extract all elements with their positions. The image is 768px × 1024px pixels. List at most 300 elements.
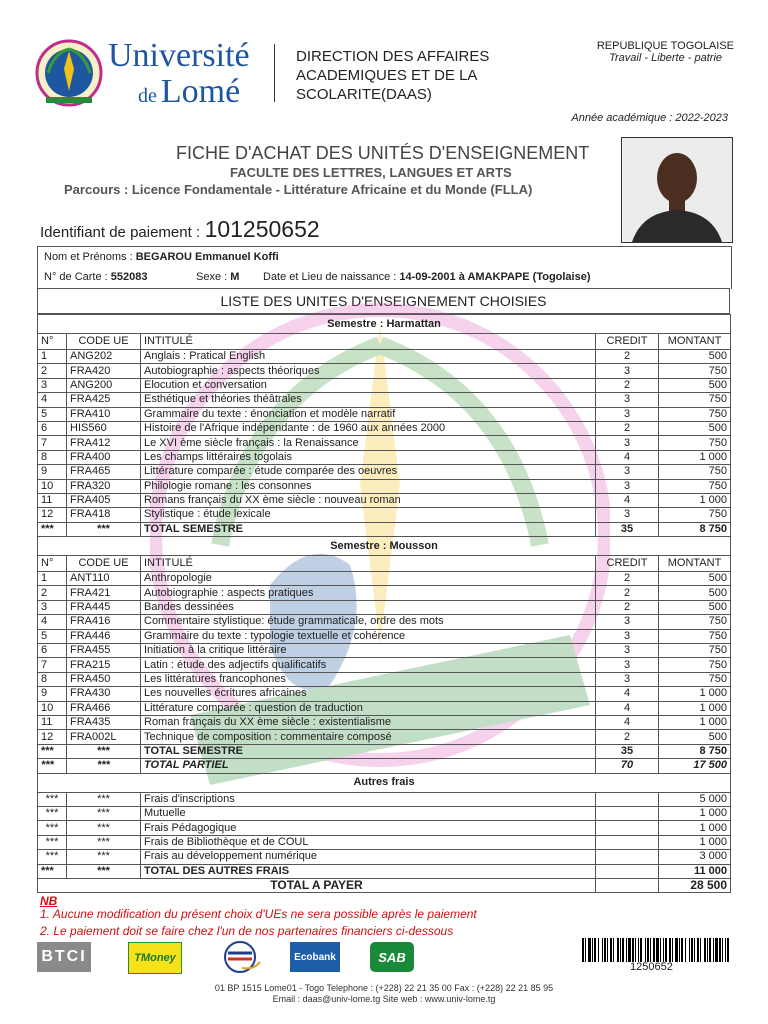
other-fees-total-amount: 11 000	[659, 864, 731, 878]
row-code: FRA416	[67, 615, 141, 629]
direction-name	[296, 47, 489, 104]
student-photo	[621, 137, 733, 243]
row-amount: 750	[659, 644, 731, 658]
barcode-bar	[622, 938, 624, 962]
table-row	[38, 658, 731, 672]
row-credit: 3	[596, 436, 659, 450]
partner-tmoney-logo	[128, 942, 182, 974]
row-amount: 1 000	[659, 687, 731, 701]
barcode-bar	[660, 938, 661, 962]
direction-line-2: ACADEMIQUES ET DE LA	[296, 67, 478, 84]
semester2-total-title: TOTAL SEMESTRE	[141, 744, 596, 758]
table-row	[38, 421, 731, 435]
fee-title: Mutuelle	[141, 806, 596, 820]
university-logo	[34, 33, 264, 113]
fee-code: ***	[67, 835, 141, 849]
fee-code: ***	[67, 850, 141, 864]
fee-credit	[596, 850, 659, 864]
fee-num: ***	[38, 821, 67, 835]
barcode-bar	[700, 938, 701, 962]
table-row	[38, 479, 731, 493]
barcode-bar	[713, 938, 714, 962]
barcode-bar	[638, 938, 639, 962]
table-row	[38, 687, 731, 701]
row-num: 12	[38, 730, 67, 744]
col-amount: MONTANT	[659, 556, 731, 572]
row-code: FRA410	[67, 407, 141, 421]
row-credit: 3	[596, 465, 659, 479]
row-code: FRA420	[67, 364, 141, 378]
barcode-number: 1250652	[630, 961, 673, 973]
row-credit: 3	[596, 508, 659, 522]
barcode-bar	[585, 938, 586, 962]
fee-amount: 1 000	[659, 821, 731, 835]
row-amount: 500	[659, 730, 731, 744]
col-code: CODE UE	[67, 556, 141, 572]
university-name-line1: Université	[108, 37, 250, 74]
barcode-bar	[620, 938, 621, 962]
barcode-bar	[697, 938, 699, 962]
row-code: FRA425	[67, 393, 141, 407]
student-name: BEGAROU Emmanuel Koffi	[135, 251, 279, 263]
row-amount: 500	[659, 378, 731, 392]
row-title: Stylistique : étude lexicale	[141, 508, 596, 522]
fee-amount: 5 000	[659, 792, 731, 806]
barcode-bar	[665, 938, 667, 962]
grand-total-amount: 28 500	[659, 878, 731, 892]
fee-num: ***	[38, 850, 67, 864]
fee-credit	[596, 821, 659, 835]
note-line-1: 1. Aucune modification du présent choix d'UEs ne sera possible après le paiement	[40, 907, 477, 921]
barcode-bar	[632, 938, 634, 962]
table-row	[38, 393, 731, 407]
partner-ecobank-logo	[290, 942, 340, 972]
row-title: Elocution et conversation	[141, 378, 596, 392]
table-row	[38, 493, 731, 507]
row-num: 1	[38, 350, 67, 364]
partner-btci-label: BTCI	[41, 948, 87, 965]
faculty-name: FACULTE DES LETTRES, LANGUES ET ARTS	[230, 165, 512, 180]
row-amount: 750	[659, 615, 731, 629]
row-amount: 500	[659, 350, 731, 364]
col-num: N°	[38, 334, 67, 350]
fee-row	[38, 835, 731, 849]
table-row	[38, 730, 731, 744]
row-credit: 2	[596, 350, 659, 364]
row-credit: 4	[596, 450, 659, 464]
row-num: 10	[38, 479, 67, 493]
row-num: 3	[38, 378, 67, 392]
barcode-icon	[582, 938, 732, 962]
fee-row	[38, 806, 731, 820]
row-code: FRA421	[67, 586, 141, 600]
semester-harmattan-title-label: Semestre : Harmattan	[38, 315, 731, 334]
table-row	[38, 572, 731, 586]
fee-code: ***	[67, 806, 141, 820]
row-amount: 1 000	[659, 493, 731, 507]
row-num: 8	[38, 672, 67, 686]
barcode-bar	[669, 938, 671, 962]
row-title: Technique de composition : commentaire composé	[141, 730, 596, 744]
row-code: ANG202	[67, 350, 141, 364]
row-title: Histoire de l'Afrique indépendante : de 1960 aux années 2000	[141, 421, 596, 435]
semester-mousson-title	[38, 537, 731, 556]
col-title: INTITULÉ	[141, 556, 596, 572]
row-num: 11	[38, 715, 67, 729]
payment-id-row	[40, 216, 320, 243]
row-code: FRA466	[67, 701, 141, 715]
partial-total-credit: 70	[596, 759, 659, 773]
table-row	[38, 407, 731, 421]
partner-tmoney-label: TMoney	[134, 952, 176, 964]
barcode-bar	[689, 938, 690, 962]
student-name-label: Nom et Prénoms :	[44, 251, 133, 263]
student-info-box	[37, 246, 732, 289]
row-amount: 1 000	[659, 450, 731, 464]
row-num: 9	[38, 687, 67, 701]
row-credit: 3	[596, 658, 659, 672]
row-title: Grammaire du texte : énonciation et modèle narratif	[141, 407, 596, 421]
barcode-bar	[635, 938, 636, 962]
fee-title: Frais de Bibliothèque et de COUL	[141, 835, 596, 849]
university-name-lome: Lomé	[160, 73, 241, 110]
row-title: Roman français du XX ème siècle : existentialisme	[141, 715, 596, 729]
semester2-total-credit: 35	[596, 744, 659, 758]
row-amount: 1 000	[659, 715, 731, 729]
student-sex-row	[196, 271, 239, 283]
grand-total	[38, 878, 731, 892]
barcode-bar	[685, 938, 686, 962]
notes-label: NB	[40, 894, 58, 908]
col-credit: CREDIT	[596, 556, 659, 572]
row-code: FRA450	[67, 672, 141, 686]
republic-motto: Travail - Liberte - patrie	[609, 52, 722, 64]
barcode-bar	[709, 938, 711, 962]
fee-amount: 1 000	[659, 806, 731, 820]
row-num: 2	[38, 364, 67, 378]
row-num: 4	[38, 393, 67, 407]
fee-num: ***	[38, 792, 67, 806]
other-fees-total-title: TOTAL DES AUTRES FRAIS	[141, 864, 596, 878]
barcode-bar	[594, 938, 596, 962]
fee-code: ***	[67, 792, 141, 806]
row-amount: 750	[659, 436, 731, 450]
row-amount: 500	[659, 586, 731, 600]
barcode-bar	[719, 938, 721, 962]
row-credit: 3	[596, 393, 659, 407]
row-amount: 750	[659, 658, 731, 672]
fee-code: ***	[67, 821, 141, 835]
table-row	[38, 615, 731, 629]
row-num: 6	[38, 421, 67, 435]
col-title: INTITULÉ	[141, 334, 596, 350]
barcode-bar	[650, 938, 651, 962]
barcode-bar	[582, 938, 584, 962]
table-row	[38, 644, 731, 658]
row-num: 5	[38, 407, 67, 421]
row-code: FRA002L	[67, 730, 141, 744]
fee-row	[38, 821, 731, 835]
fee-row	[38, 850, 731, 864]
fee-row	[38, 792, 731, 806]
note-line-2: 2. Le paiement doit se faire chez l'un de nos partenaires financiers ci-dessous	[40, 924, 454, 938]
col-num: N°	[38, 556, 67, 572]
barcode-bar	[707, 938, 708, 962]
semester1-total	[38, 522, 731, 536]
fee-credit	[596, 806, 659, 820]
partial-total-amount: 17 500	[659, 759, 731, 773]
semester1-total-num: ***	[38, 522, 67, 536]
row-num: 3	[38, 600, 67, 614]
barcode-bar	[663, 938, 664, 962]
partial-total-code: ***	[67, 759, 141, 773]
barcode-bar	[647, 938, 649, 962]
row-credit: 2	[596, 730, 659, 744]
form-title: FICHE D'ACHAT DES UNITÉS D'ENSEIGNEMENT	[176, 143, 590, 163]
row-code: FRA405	[67, 493, 141, 507]
row-amount: 750	[659, 629, 731, 643]
semester2-header	[38, 556, 731, 572]
row-amount: 750	[659, 393, 731, 407]
row-credit: 3	[596, 672, 659, 686]
row-title: Bandes dessinées	[141, 600, 596, 614]
row-code: HIS560	[67, 421, 141, 435]
republic-title: REPUBLIQUE TOGOLAISE	[596, 40, 734, 52]
student-card-label	[44, 271, 147, 283]
partner-sab-logo	[370, 942, 414, 972]
barcode-bar	[588, 938, 591, 962]
barcode-bar	[725, 938, 726, 962]
other-fees-total	[38, 864, 731, 878]
semester1-total-code: ***	[67, 522, 141, 536]
barcode-bar	[598, 938, 599, 962]
row-num: 5	[38, 629, 67, 643]
barcode-bar	[722, 938, 723, 962]
barcode-bar	[672, 938, 673, 962]
row-code: FRA465	[67, 465, 141, 479]
row-code: FRA418	[67, 508, 141, 522]
fee-credit	[596, 835, 659, 849]
row-code: FRA400	[67, 450, 141, 464]
semester2-total	[38, 744, 731, 758]
row-amount: 750	[659, 479, 731, 493]
fee-num: ***	[38, 806, 67, 820]
university-name-line2	[138, 75, 240, 115]
row-credit: 2	[596, 586, 659, 600]
row-num: 10	[38, 701, 67, 715]
barcode-bar	[607, 938, 608, 962]
semester1-header	[38, 334, 731, 350]
row-amount: 750	[659, 407, 731, 421]
table-row	[38, 600, 731, 614]
direction-line-3: SCOLARITE(DAAS)	[296, 86, 432, 103]
payment-id-value: 101250652	[204, 216, 320, 242]
table-row	[38, 629, 731, 643]
barcode-bar	[613, 938, 614, 962]
row-code: ANG200	[67, 378, 141, 392]
table-row	[38, 378, 731, 392]
list-title: LISTE DES UNITES D'ENSEIGNEMENT CHOISIES	[37, 288, 730, 314]
row-amount: 750	[659, 364, 731, 378]
table-row	[38, 436, 731, 450]
barcode-bar	[610, 938, 612, 962]
row-credit: 3	[596, 364, 659, 378]
row-code: FRA455	[67, 644, 141, 658]
row-title: Les champs littéraires togolais	[141, 450, 596, 464]
table-row	[38, 701, 731, 715]
barcode-bar	[675, 938, 678, 962]
row-code: FRA215	[67, 658, 141, 672]
barcode-bar	[656, 938, 659, 962]
row-credit: 2	[596, 421, 659, 435]
semester2-total-code: ***	[67, 744, 141, 758]
semester1-total-title: TOTAL SEMESTRE	[141, 522, 596, 536]
row-credit: 3	[596, 644, 659, 658]
row-amount: 500	[659, 421, 731, 435]
fee-title: Frais Pédagogique	[141, 821, 596, 835]
barcode-bar	[592, 938, 593, 962]
semester-harmattan-title	[38, 315, 731, 334]
other-fees-total-code: ***	[67, 864, 141, 878]
student-sex-label: Sexe :	[196, 271, 228, 283]
academic-year: Année académique : 2022-2023	[571, 112, 728, 124]
university-emblem-icon	[34, 33, 104, 113]
barcode-bar	[691, 938, 693, 962]
row-title: Esthétique et théories théâtrales	[141, 393, 596, 407]
partner-btci-logo	[37, 942, 91, 972]
student-name-row	[44, 251, 279, 263]
row-credit: 3	[596, 407, 659, 421]
row-code: FRA320	[67, 479, 141, 493]
row-credit: 2	[596, 378, 659, 392]
fee-amount: 1 000	[659, 835, 731, 849]
header-divider	[274, 44, 275, 102]
semester2-total-amount: 8 750	[659, 744, 731, 758]
table-row	[38, 508, 731, 522]
row-code: FRA445	[67, 600, 141, 614]
table-row	[38, 715, 731, 729]
row-code: FRA412	[67, 436, 141, 450]
row-num: 1	[38, 572, 67, 586]
table-row	[38, 586, 731, 600]
row-title: Autobiographie : aspects théoriques	[141, 364, 596, 378]
row-credit: 2	[596, 572, 659, 586]
row-credit: 4	[596, 687, 659, 701]
col-credit: CREDIT	[596, 334, 659, 350]
barcode-bar	[653, 938, 655, 962]
row-title: Littérature comparée : étude comparée des oeuvres	[141, 465, 596, 479]
footer-contact: Email : daas@univ-lome.tg Site web : www.univ-lome.tg	[272, 994, 496, 1004]
other-fees-title-label: Autres frais	[38, 773, 731, 792]
row-title: Philologie romane : les consonnes	[141, 479, 596, 493]
row-num: 11	[38, 493, 67, 507]
row-title: Le XVI ème siècle français : la Renaissance	[141, 436, 596, 450]
fee-num: ***	[38, 835, 67, 849]
barcode-bar	[626, 938, 627, 962]
row-num: 8	[38, 450, 67, 464]
row-num: 2	[38, 586, 67, 600]
row-credit: 3	[596, 629, 659, 643]
direction-line-1: DIRECTION DES AFFAIRES	[296, 48, 490, 65]
other-fees-total-num: ***	[38, 864, 67, 878]
semester1-total-amount: 8 750	[659, 522, 731, 536]
row-credit: 4	[596, 701, 659, 715]
barcode-bar	[694, 938, 695, 962]
row-credit: 2	[596, 600, 659, 614]
fee-title: Frais d'inscriptions	[141, 792, 596, 806]
barcode-bar	[679, 938, 680, 962]
barcode-bar	[727, 938, 729, 962]
other-fees-title	[38, 773, 731, 792]
barcode-bar	[681, 938, 683, 962]
col-amount: MONTANT	[659, 334, 731, 350]
row-title: Autobiographie : aspects pratiques	[141, 586, 596, 600]
row-credit: 4	[596, 715, 659, 729]
barcode-bar	[640, 938, 642, 962]
row-title: Les littératures francophones	[141, 672, 596, 686]
fee-title: Frais au développement numérique	[141, 850, 596, 864]
col-code: CODE UE	[67, 334, 141, 350]
partial-total-title: TOTAL PARTIEL	[141, 759, 596, 773]
ue-table	[37, 314, 731, 893]
row-title: Anthropologie	[141, 572, 596, 586]
row-num: 4	[38, 615, 67, 629]
barcode-bar	[704, 938, 706, 962]
barcode-bar	[602, 938, 603, 962]
footer-address: 01 BP 1515 Lome01 - Togo Telephone : (+228) 22 21 35 00 Fax : (+228) 22 21 85 95	[214, 983, 554, 993]
row-num: 12	[38, 508, 67, 522]
table-row	[38, 364, 731, 378]
row-amount: 750	[659, 465, 731, 479]
row-title: Les nouvelles écritures africaines	[141, 687, 596, 701]
student-card-label-text: N° de Carte :	[44, 271, 108, 283]
student-sex: M	[230, 271, 240, 283]
row-amount: 750	[659, 672, 731, 686]
grand-total-credit	[596, 878, 659, 892]
grand-total-label: TOTAL A PAYER	[38, 878, 596, 892]
table-row	[38, 450, 731, 464]
row-title: Anglais : Pratical English	[141, 350, 596, 364]
student-card: 552083	[110, 271, 148, 283]
table-row	[38, 672, 731, 686]
student-birth-row	[263, 271, 591, 283]
row-code: FRA446	[67, 629, 141, 643]
row-num: 7	[38, 658, 67, 672]
student-birth: 14-09-2001 à AMAKPAPE (Togolaise)	[399, 271, 591, 283]
row-num: 6	[38, 644, 67, 658]
row-code: FRA435	[67, 715, 141, 729]
row-title: Latin : étude des adjectifs qualificatifs	[141, 658, 596, 672]
payment-id-label: Identifiant de paiement :	[40, 224, 201, 241]
partner-sab-label: SAB	[378, 949, 406, 965]
row-amount: 500	[659, 600, 731, 614]
other-fees-total-credit	[596, 864, 659, 878]
university-name-de: de	[138, 85, 157, 107]
barcode-bar	[715, 938, 718, 962]
row-title: Initiation à la critique littéraire	[141, 644, 596, 658]
row-code: ANT110	[67, 572, 141, 586]
row-num: 9	[38, 465, 67, 479]
semester2-total-num: ***	[38, 744, 67, 758]
partner-ecobank-label: Ecobank	[294, 951, 336, 963]
partial-total	[38, 759, 731, 773]
table-row	[38, 350, 731, 364]
fee-amount: 3 000	[659, 850, 731, 864]
row-credit: 3	[596, 615, 659, 629]
table-row	[38, 465, 731, 479]
semester1-total-credit: 35	[596, 522, 659, 536]
person-photo-icon	[622, 138, 732, 242]
